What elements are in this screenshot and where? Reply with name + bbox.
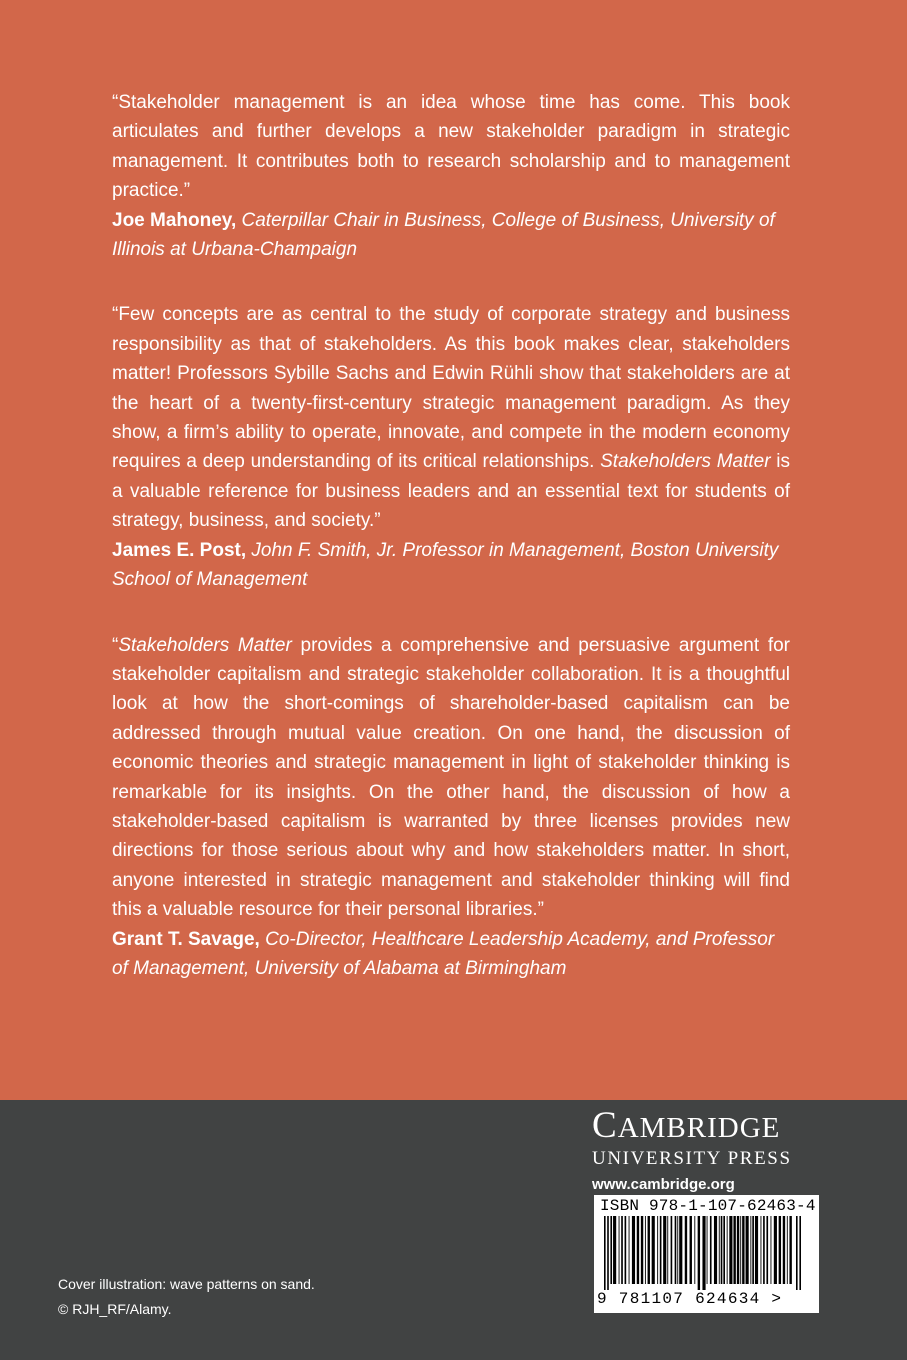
quote-1-affiliation: Caterpillar Chair in Business, College of Business, University of Illinois at Urbana-Champaign [112,209,775,261]
barcode-bar [727,1216,728,1284]
barcode-bar [733,1216,735,1284]
quote-3-affiliation: Co-Director, Healthcare Leadership Academy, and Professor of Management, University of Alabama at Birmingham [112,928,775,979]
barcode-bar [621,1216,623,1284]
quote-3-text: provides a comprehensive and persuasive argument for stakeholder capitalism and strategic stakeholder collaboration. It is a thoughtful look at how the short-comings of shareholder-based capitalism can be addressed through mutual value creation. On one hand, the discussion of economic theories and strategic management in light of stakeholder thinking is remarkable for its insights. On the other hand, the discussion of how a stakeholder-based capitalism is warranted by three licenses provides new directions for those serious about why and how stakeholders matter. In short, anyone interested in strategic management and stakeholder thinking will find this a valuable resource for their personal libraries.” [112,634,791,921]
publisher-subtitle: UNIVERSITY PRESS [592,1148,792,1169]
isbn-barcode [594,1195,819,1313]
quote-3-book-title: Stakeholders Matter [118,634,292,656]
barcode-bar [774,1216,777,1284]
barcode-bar [799,1216,801,1290]
barcode-bar [675,1216,677,1284]
barcode-bar [796,1216,798,1290]
barcode-bar [740,1216,741,1284]
barcode-bar [613,1216,616,1284]
barcode-bar [671,1216,673,1284]
barcode-bar [783,1216,785,1284]
barcode-bar [648,1216,650,1284]
endorsement-attribution-1 [112,206,790,265]
barcode-bar [755,1216,758,1284]
barcode-bar [610,1216,612,1284]
copyright-credit: © RJH_RF/Alamy. [58,1301,172,1317]
quote-2-author: James E. Post, [112,539,247,561]
barcode-bar [694,1216,695,1284]
quote-3-author: Grant T. Savage, [112,928,260,950]
endorsement-quote-1 [112,88,790,206]
endorsement-quote-2 [112,300,790,535]
barcode-bar [645,1216,646,1284]
quote-1-author: Joe Mahoney, [112,209,237,231]
barcode-bar [604,1216,606,1290]
barcode-bar [660,1216,662,1284]
barcode-bar [729,1216,732,1284]
barcode-bar [663,1216,666,1284]
barcode-bar [607,1216,609,1290]
quote-3-open-mark: “ [112,634,119,656]
barcode-bar [779,1216,781,1284]
endorsement-attribution-3 [112,925,790,984]
endorsements [112,88,790,983]
barcode-bar [763,1216,765,1284]
barcode-bar [632,1216,635,1284]
barcode-bar [714,1216,717,1284]
quote-2-text: “Few concepts are as central to the study of corporate strategy and business responsibility as that of stakeholders. As this book makes clear, stakeholders matter! Professors Sybille Sachs and Edwin Rühli show that stakeholders are at the heart of a twenty-first-century strategic management paradigm. As they show, a firm’s ability to operate, innovate, and compete in the modern economy requires a deep understanding of its critical relationships. [112,304,790,473]
barcode-bar [629,1216,630,1284]
barcode-bar [723,1216,725,1284]
barcode-bar [657,1216,658,1284]
publisher-panel [0,1100,907,1360]
barcode-bar [746,1216,749,1284]
barcode-bar [787,1216,788,1284]
barcode-bar [737,1216,739,1284]
barcode-bar [721,1216,723,1284]
barcode-bar [752,1216,754,1284]
cover-illustration-credit: Cover illustration: wave patterns on sand. [58,1276,315,1292]
isbn-label: ISBN 978-1-107-62463-4 [600,1197,816,1215]
endorsement-attribution-2 [112,536,790,595]
cover-credit [58,1272,315,1322]
barcode-bar [637,1216,639,1284]
barcode-bar [771,1216,772,1284]
barcode-bar [702,1216,705,1290]
barcode-bar [698,1216,700,1290]
barcode-bar [652,1216,655,1284]
barcode-bar [750,1216,751,1284]
barcode-bar [625,1216,627,1284]
barcode-bar [742,1216,744,1284]
quote-1-text: “Stakeholder management is an idea whose time has come. This book articulates and further develops a new stakeholder paradigm in strategic management. It contributes both to research scholarship and to management practice.” [112,92,790,202]
barcode-bar [761,1216,762,1284]
barcode-bar [641,1216,643,1284]
publisher-url: www.cambridge.org [592,1176,735,1193]
barcode-bar [710,1216,712,1284]
barcode-bar [789,1216,791,1284]
barcode-bar [667,1216,668,1284]
barcode-bar [690,1216,692,1284]
barcode-bar [619,1216,620,1284]
barcode-bar [707,1216,708,1284]
quote-2-text-end: is a valuable reference for business leaders and an essential text for students of strategy, business, and society.” [112,451,791,532]
barcode-bar [679,1216,682,1284]
barcode-bar [719,1216,720,1284]
barcode-bars [602,1216,802,1290]
publisher-logo [592,1106,822,1195]
endorsement-quote-3 [112,631,790,925]
quote-2-book-title: Stakeholders Matter [600,451,771,473]
barcode-bar [766,1216,768,1284]
barcode-bar [685,1216,687,1284]
quote-2-affiliation: John F. Smith, Jr. Professor in Management, Boston University School of Management [112,539,779,591]
barcode-bar [677,1216,678,1284]
barcode-digits: 9 781107 624634 > [597,1290,783,1308]
publisher-name: CAMBRIDGE [592,1105,781,1146]
